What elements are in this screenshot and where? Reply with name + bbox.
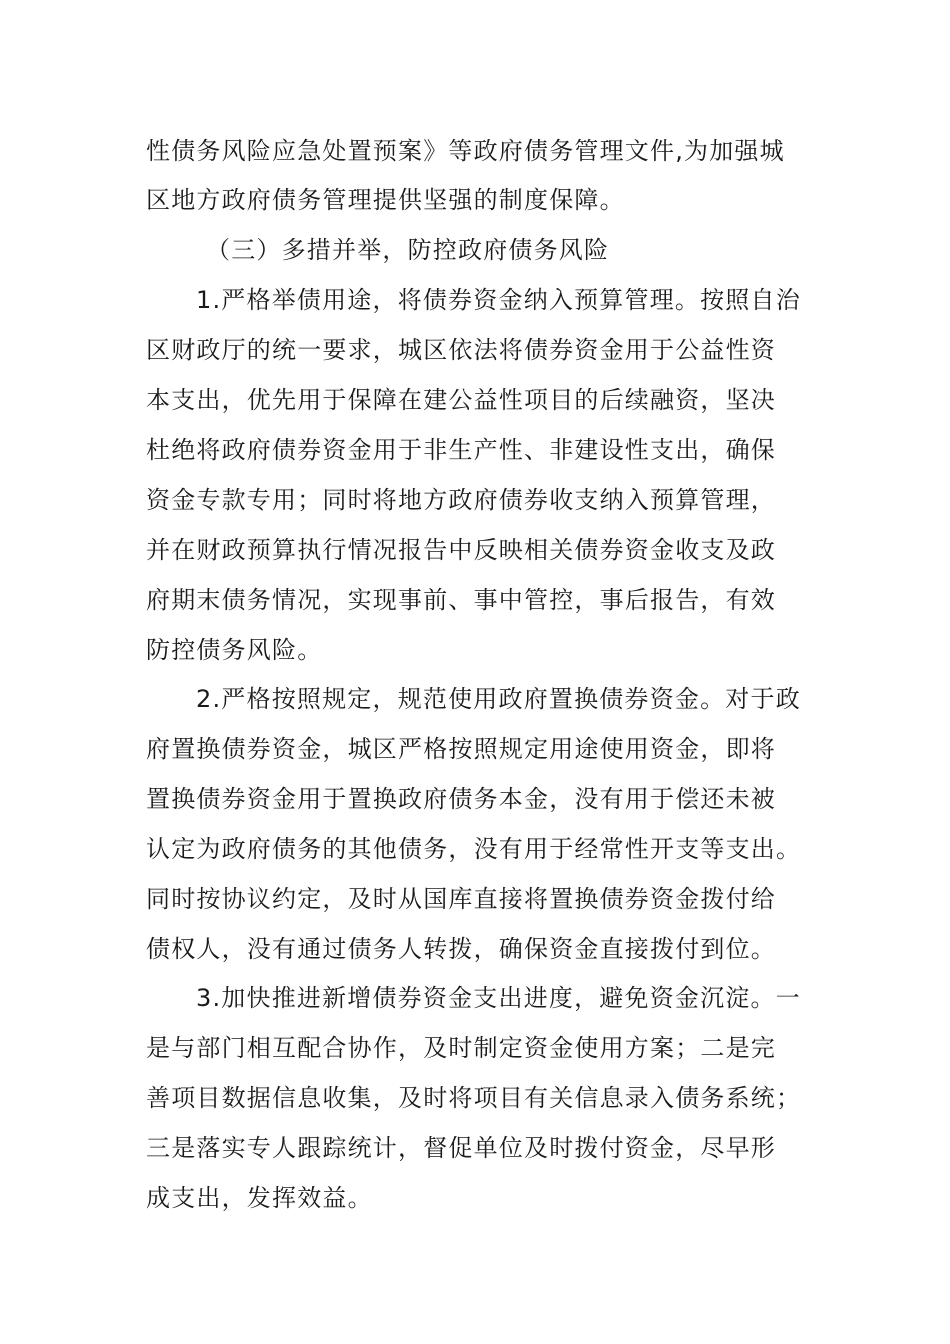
paragraph-line: 并在财政预算执行情况报告中反映相关债券资金收支及政 [146, 536, 776, 564]
paragraph-line: 认定为政府债务的其他债务，没有用于经常性开支等支出。 [146, 835, 802, 863]
paragraph-line: 府期末债务情况，实现事前、事中管控，事后报告，有效 [146, 586, 776, 614]
paragraph-line: 杜绝将政府债券资金用于非生产性、非建设性支出，确保 [146, 436, 776, 464]
paragraph-line: 防控债务风险。 [146, 636, 323, 664]
paragraph-line: 2.严格按照规定，规范使用政府置换债券资金。对于政 [196, 685, 801, 713]
paragraph-line: 置换债券资金用于置换政府债务本金，没有用于偿还未被 [146, 785, 776, 813]
paragraph-line: 债权人，没有通过债务人转拨，确保资金直接拨付到位。 [146, 935, 776, 963]
paragraph-line: 性债务风险应急处置预案》等政府债务管理文件,为加强城 [146, 137, 785, 165]
paragraph-line: 本支出，优先用于保障在建公益性项目的后续融资，坚决 [146, 386, 776, 414]
paragraph-line: 是与部门相互配合协作，及时制定资金使用方案；二是完 [146, 1034, 776, 1062]
paragraph-line: 3.加快推进新增债券资金支出进度，避免资金沉淀。一 [196, 984, 801, 1012]
paragraph-line: 府置换债券资金，城区严格按照规定用途使用资金，即将 [146, 735, 776, 763]
paragraph-line: 资金专款专用；同时将地方政府债券收支纳入预算管理， [146, 486, 776, 514]
paragraph-line: 善项目数据信息收集，及时将项目有关信息录入债务系统； [146, 1084, 802, 1112]
paragraph-line: 三是落实专人跟踪统计，督促单位及时拨付资金，尽早形 [146, 1134, 776, 1162]
paragraph-line: 区地方政府债务管理提供坚强的制度保障。 [146, 186, 625, 214]
paragraph-line: 成支出，发挥效益。 [146, 1184, 373, 1212]
paragraph-line: 同时按协议约定，及时从国库直接将置换债券资金拨付给 [146, 885, 776, 913]
paragraph-line: 区财政厅的统一要求，城区依法将债券资金用于公益性资 [146, 336, 776, 364]
section-heading: （三）多措并举，防控政府债务风险 [206, 236, 610, 264]
paragraph-line: 1.严格举债用途，将债券资金纳入预算管理。按照自治 [196, 286, 801, 314]
